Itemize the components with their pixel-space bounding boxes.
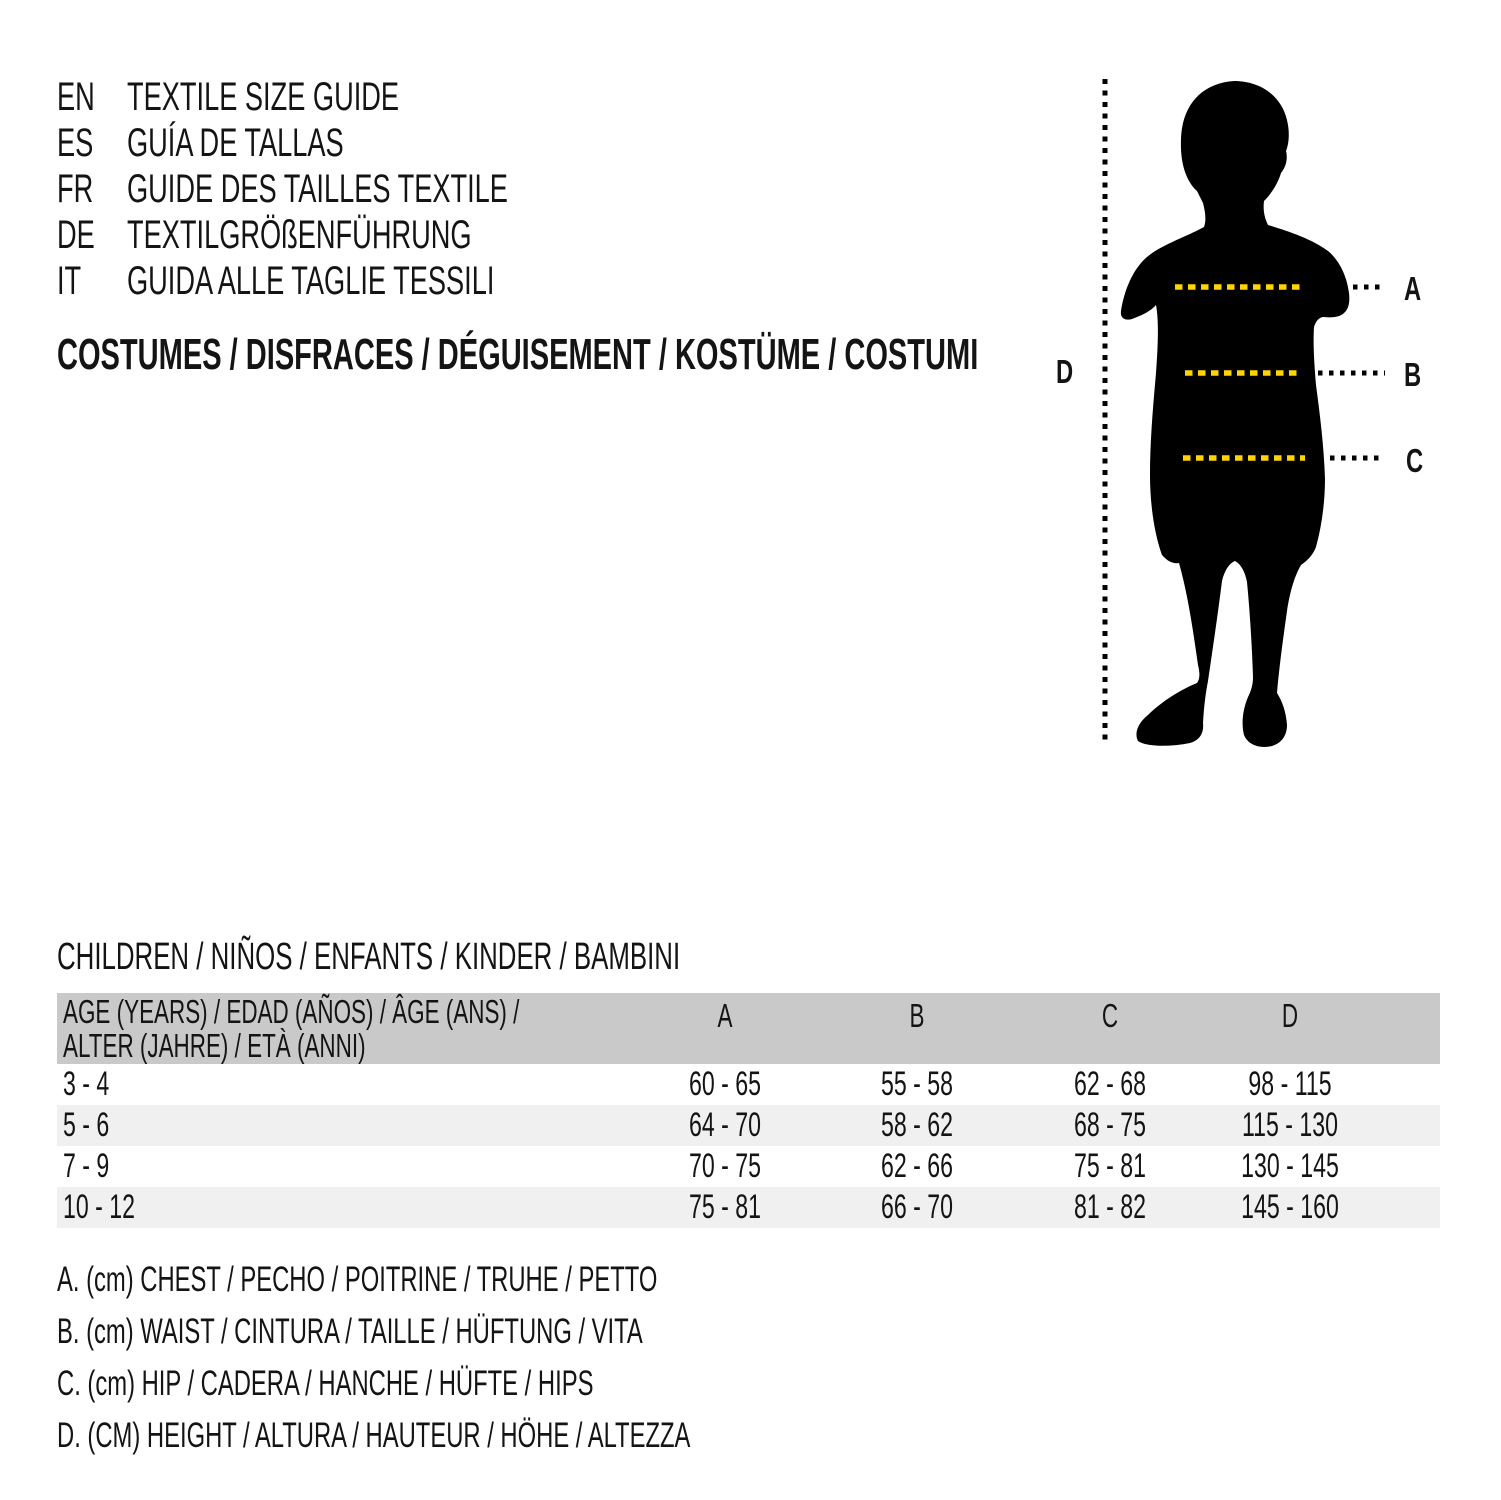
label-d-text: D bbox=[1056, 353, 1074, 390]
legend-height bbox=[57, 1417, 989, 1455]
age-cell: 10 - 12 bbox=[63, 1188, 135, 1226]
table-header-row: AGE (YEARS) / EDAD (AÑOS) / ÂGE (ANS) / ALTER (JAHRE) / ETÀ (ANNI) A B C D bbox=[57, 993, 1440, 1064]
language-guide-title: GUIDA ALLE TAGLIE TESSILI bbox=[127, 259, 495, 303]
legend-chest bbox=[57, 1261, 940, 1299]
label-b bbox=[1404, 358, 1428, 391]
language-row bbox=[0, 74, 1000, 120]
language-row bbox=[0, 212, 1000, 258]
legend-waist bbox=[57, 1313, 918, 1351]
label-b-text: B bbox=[1404, 356, 1422, 393]
size-table bbox=[57, 993, 1440, 1228]
language-title-block bbox=[0, 74, 1000, 314]
table-header-age-line1-text: AGE (YEARS) / EDAD (AÑOS) / ÂGE (ANS) / bbox=[63, 993, 520, 1030]
age-cell: 7 - 9 bbox=[63, 1147, 110, 1185]
table-row: 5 - 6 64 - 70 58 - 62 68 - 75 115 - 130 bbox=[57, 1105, 1440, 1146]
language-row bbox=[0, 258, 1000, 304]
language-code: EN bbox=[57, 75, 95, 119]
table-header-age-line1 bbox=[63, 995, 734, 1029]
legend-hip bbox=[57, 1365, 846, 1403]
label-c bbox=[1406, 444, 1430, 477]
language-code: FR bbox=[57, 167, 94, 211]
language-guide-title: TEXTILGRÖßENFÜHRUNG bbox=[127, 213, 472, 257]
label-a bbox=[1404, 272, 1428, 305]
age-cell: 3 - 4 bbox=[63, 1065, 110, 1103]
legend-chest-text: A. (cm) CHEST / PECHO / POITRINE / TRUHE / PETTO bbox=[57, 1260, 658, 1299]
section-heading-text: CHILDREN / NIÑOS / ENFANTS / KINDER / BAMBINI bbox=[57, 936, 681, 978]
language-row bbox=[0, 120, 1000, 166]
section-heading bbox=[57, 936, 973, 978]
language-guide-title: GUÍA DE TALLAS bbox=[127, 121, 344, 165]
legend-hip-text: C. (cm) HIP / CADERA / HANCHE / HÜFTE / HIPS bbox=[57, 1364, 594, 1403]
category-heading-text: COSTUMES / DISFRACES / DÉGUISEMENT / KOSTÜME / COSTUMI bbox=[57, 330, 979, 379]
age-cell: 5 - 6 bbox=[63, 1106, 110, 1144]
language-row bbox=[0, 166, 1000, 212]
table-header-age-line2 bbox=[63, 1029, 508, 1063]
language-guide-title: TEXTILE SIZE GUIDE bbox=[127, 75, 400, 119]
language-guide-title: GUIDE DES TAILLES TEXTILE bbox=[127, 167, 508, 211]
language-code: DE bbox=[57, 213, 95, 257]
legend-waist-text: B. (cm) WAIST / CINTURA / TAILLE / HÜFTUNG / VITA bbox=[57, 1312, 643, 1351]
table-row: 10 - 12 75 - 81 66 - 70 81 - 82 145 - 160 bbox=[57, 1187, 1440, 1228]
label-c-text: C bbox=[1406, 442, 1424, 479]
table-row: 3 - 4 60 - 65 55 - 58 62 - 68 98 - 115 bbox=[63, 1065, 1332, 1103]
label-a-text: A bbox=[1404, 270, 1422, 307]
table-row: 7 - 9 70 - 75 62 - 66 75 - 81 130 - 145 bbox=[63, 1147, 1339, 1185]
language-code: IT bbox=[57, 259, 82, 303]
legend-height-text: D. (CM) HEIGHT / ALTURA / HAUTEUR / HÖHE / ALTEZZA bbox=[57, 1416, 691, 1455]
measurement-figure bbox=[1050, 55, 1490, 775]
language-code: ES bbox=[57, 121, 94, 165]
child-silhouette bbox=[1121, 81, 1349, 747]
table-header-age-line2-text: ALTER (JAHRE) / ETÀ (ANNI) bbox=[63, 1027, 366, 1064]
label-d bbox=[1056, 355, 1080, 388]
